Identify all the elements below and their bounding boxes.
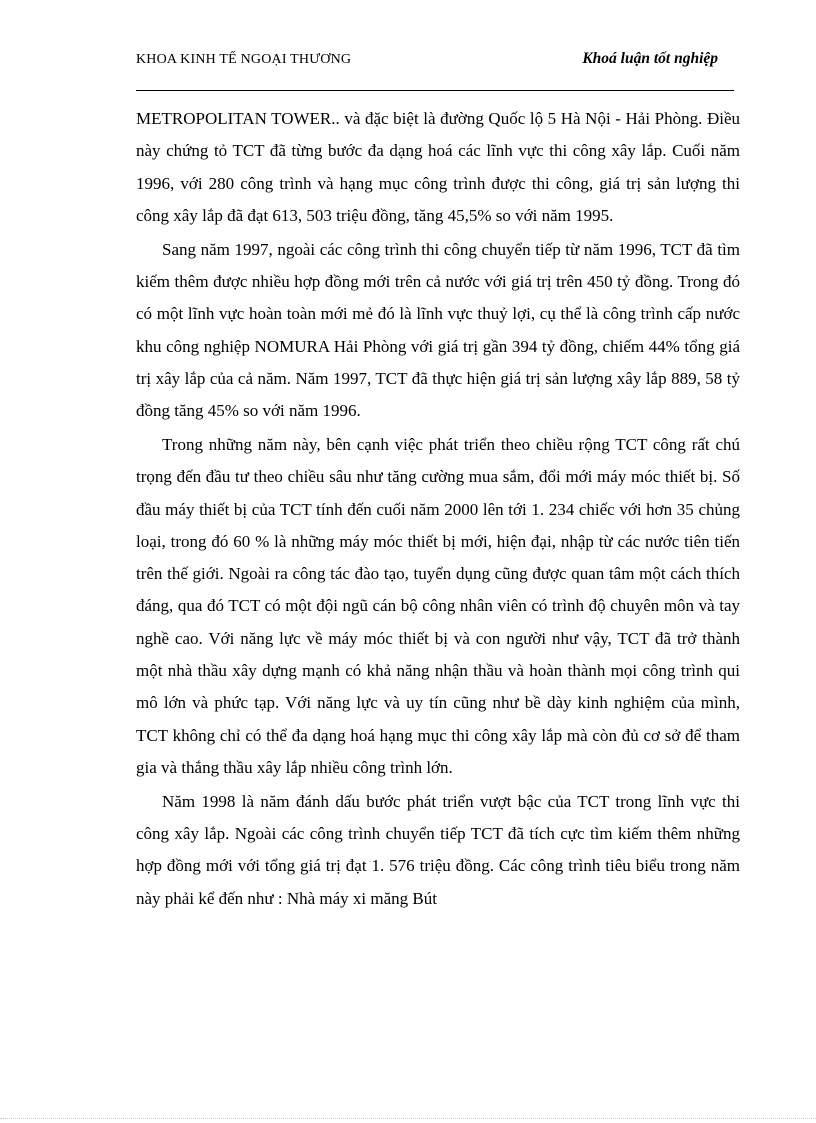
page-header — [136, 50, 718, 72]
paragraph: Sang năm 1997, ngoài các công trình thi công chuyển tiếp từ năm 1996, TCT đã tìm kiếm thêm được nhiều hợp đồng mới trên cả nước với giá trị trên 450 tỷ đồng. Trong đó có một lĩnh vực hoàn toàn mới mẻ đó là lĩnh vực thuỷ lợi, cụ thể là công trình cấp nước khu công nghiệp NOMURA Hải Phòng với giá trị gần 394 tỷ đồng, chiếm 44% tổng giá trị xây lắp của cả năm. Năm 1997, TCT đã thực hiện giá trị sản lượng xây lắp 889, 58 tỷ đồng tăng 45% so với năm 1996. — [136, 239, 740, 421]
header-divider — [136, 90, 734, 91]
document-body — [136, 103, 740, 916]
page-bottom-divider — [0, 1118, 816, 1119]
faculty-name: KHOA KINH TẾ NGOẠI THƯƠNG — [136, 52, 352, 67]
document-type: Khoá luận tốt nghiệp — [582, 50, 718, 67]
paragraph-continuation: METROPOLITAN TOWER.. và đặc biệt là đường Quốc lộ 5 Hà Nội - Hải Phòng. Điều này chứng tỏ TCT đã từng bước đa dạng hoá các lĩnh vực thi công xây lắp. Cuối năm 1996, với 280 công trình và hạng mục công trình được thi công, giá trị sản lượng thi công xây lắp đã đạt 613, 503 triệu đồng, tăng 45,5% so với năm 1995. — [136, 109, 740, 225]
paragraph: Trong những năm này, bên cạnh việc phát triển theo chiều rộng TCT công rất chú trọng đến đầu tư theo chiều sâu như tăng cường mua sắm, đổi mới máy móc thiết bị. Số đầu máy thiết bị của TCT tính đến cuối năm 2000 lên tới 1. 234 chiếc với hơn 35 chủng loại, trong đó 60 % là những máy móc thiết bị mới, hiện đại, nhập từ các nước tiên tiến trên thế giới. Ngoài ra công tác đào tạo, tuyển dụng cũng được quan tâm một cách thích đáng, qua đó TCT có một đội ngũ cán bộ công nhân viên có trình độ chuyên môn và tay nghề cao. Với năng lực về máy móc thiết bị và con người như vậy, TCT đã trở thành một nhà thầu xây dựng mạnh có khả năng nhận thầu và hoàn thành mọi công trình qui mô lớn và phức tạp. Với năng lực và uy tín cũng như bề dày kinh nghiệm của mình, TCT không chỉ có thể đa dạng hoá hạng mục thi công xây lắp mà còn đủ cơ sở để tham gia và thắng thầu xây lắp nhiều công trình lớn. — [136, 434, 740, 777]
paragraph: Năm 1998 là năm đánh dấu bước phát triển vượt bậc của TCT trong lĩnh vực thi công xây lắp. Ngoài các công trình chuyển tiếp TCT đã tích cực tìm kiếm thêm những hợp đồng mới với tổng giá trị đạt 1. 576 triệu đồng. Các công trình tiêu biểu trong năm này phải kể đến như : Nhà máy xi măng Bút — [136, 791, 740, 908]
